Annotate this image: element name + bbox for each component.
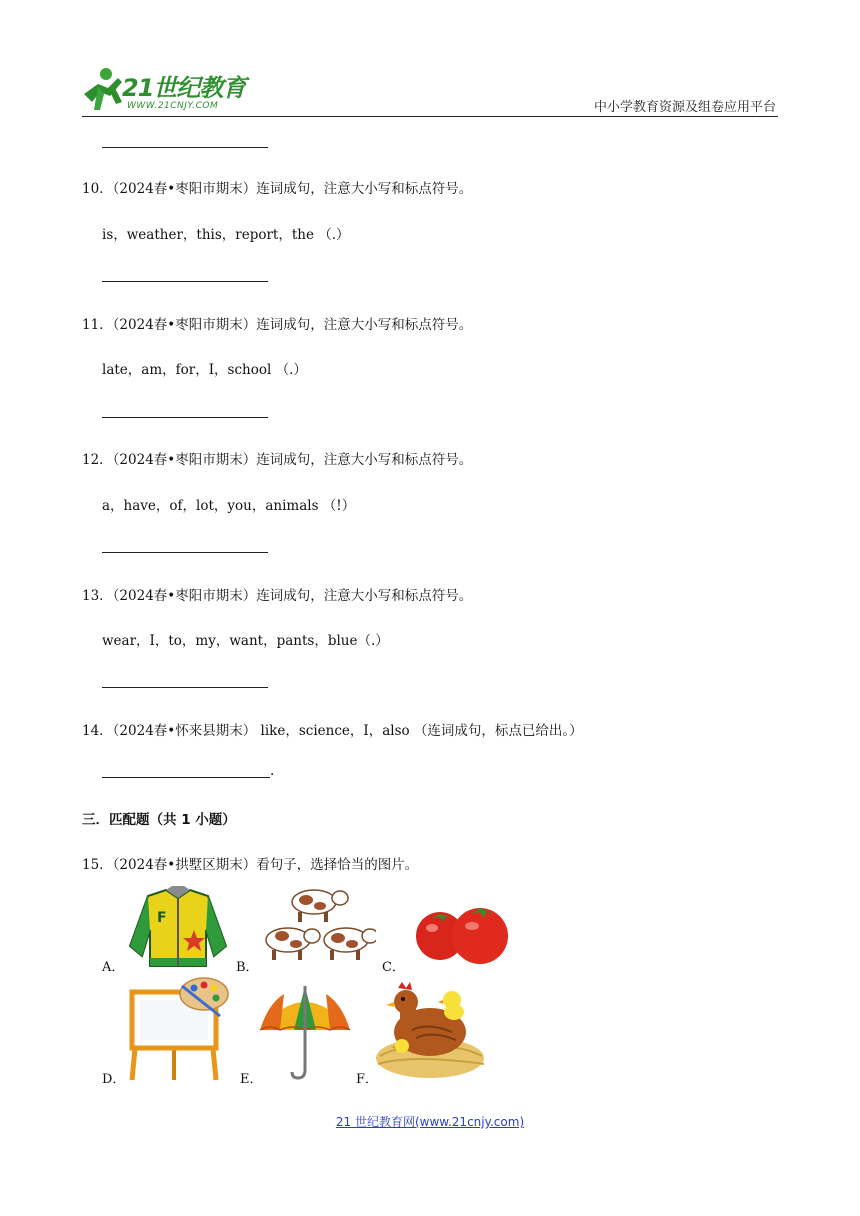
section-heading: 三．匹配题（共 1 小题） — [82, 812, 236, 828]
answer-line[interactable] — [102, 281, 268, 282]
question-prompt: 10．（2024春•枣阳市期末）连词成句，注意大小写和标点符号。 — [82, 181, 473, 197]
jacket-picture[interactable] — [126, 886, 230, 968]
question-prompt: 11．（2024春•枣阳市期末）连词成句，注意大小写和标点符号。 — [82, 317, 473, 333]
cows-picture[interactable] — [260, 884, 376, 970]
question-words: late，am，for，I，school （.） — [102, 362, 307, 378]
question-words: wear，I，to，my，want，pants，blue（.） — [102, 633, 389, 649]
tomatoes-picture[interactable] — [410, 898, 514, 966]
footer-link[interactable]: 21 世纪教育网(www.21cnjy.com) — [335, 1115, 525, 1129]
question-words: a，have，of，lot，you，animals （!） — [102, 498, 356, 514]
header-divider — [82, 116, 778, 117]
easel-icon — [124, 976, 234, 1082]
question-prompt: 15．（2024春•拱墅区期末）看句子，选择恰当的图片。 — [82, 857, 419, 873]
logo-url: WWW.21CNJY.COM — [127, 101, 219, 111]
umbrella-picture[interactable] — [258, 984, 352, 1082]
answer-line[interactable] — [102, 687, 268, 688]
option-label-b: B． — [236, 960, 259, 975]
end-punctuation: . — [270, 763, 275, 779]
logo-text: 21世纪教育 — [122, 74, 246, 102]
runner-icon — [78, 64, 128, 114]
option-label-a: A． — [102, 960, 125, 975]
option-label-e: E． — [240, 1072, 263, 1087]
option-label-f: F． — [356, 1072, 379, 1087]
question-prompt: 13．（2024春•枣阳市期末）连词成句，注意大小写和标点符号。 — [82, 588, 473, 604]
hen-picture[interactable] — [372, 974, 486, 1080]
easel-picture[interactable] — [124, 976, 234, 1082]
answer-line[interactable] — [102, 417, 268, 418]
question-words: is，weather，this，report，the （.） — [102, 227, 350, 243]
answer-line — [102, 147, 268, 148]
tomato-icon — [410, 898, 514, 966]
jacket-icon — [126, 886, 230, 968]
answer-line[interactable] — [102, 777, 270, 778]
umbrella-icon — [258, 984, 352, 1082]
question-prompt: 14．（2024春•怀来县期末） like，science，I，also （连词成句，标点已给出。） — [82, 723, 583, 739]
answer-line[interactable] — [102, 552, 268, 553]
jacket-letter: F — [157, 910, 167, 926]
option-label-d: D． — [102, 1072, 126, 1087]
question-prompt: 12．（2024春•枣阳市期末）连词成句，注意大小写和标点符号。 — [82, 452, 473, 468]
option-label-c: C． — [382, 960, 405, 975]
hen-icon — [372, 974, 486, 1080]
header-tagline: 中小学教育资源及组卷应用平台 — [593, 100, 776, 115]
cow-icon — [260, 884, 376, 970]
